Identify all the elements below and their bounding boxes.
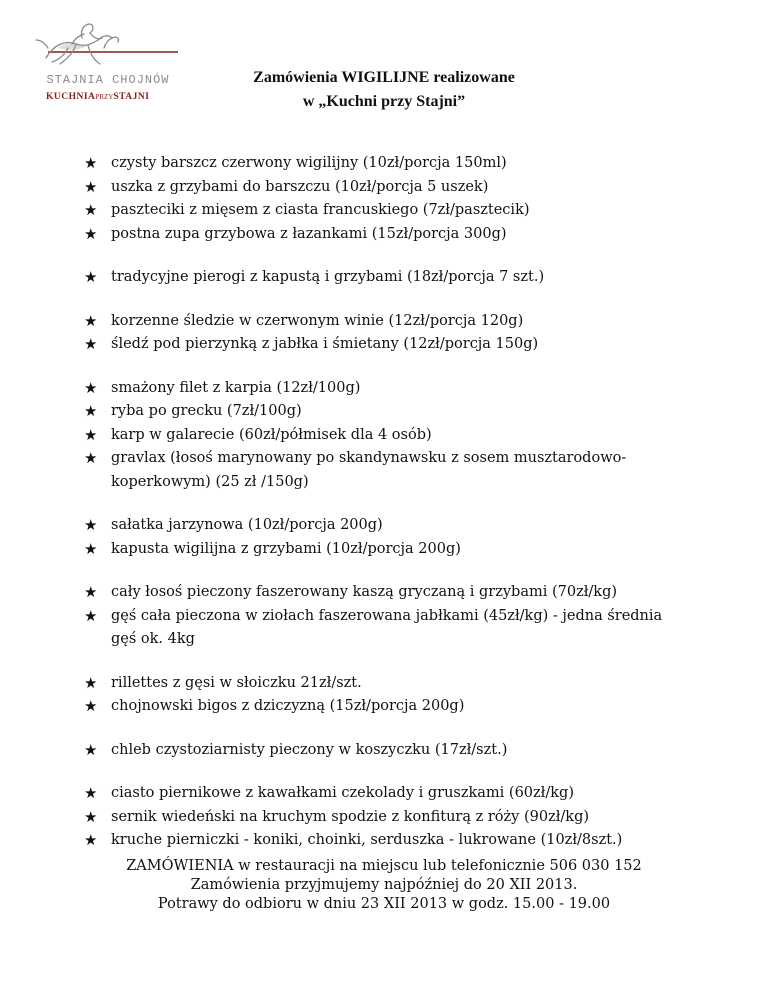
menu-item [84,514,684,538]
menu-group [84,739,684,763]
title-line-2: w „Kuchni przy Stajni” [302,93,466,110]
star-bullet-icon: ★ [84,539,98,558]
menu-item-label: ciasto piernikowe z kawałkami czekolady i gruszkami (60zł/kg) [111,785,574,801]
menu-item [84,424,684,448]
star-bullet-icon: ★ [84,583,98,601]
menu-item [84,829,684,853]
menu-item [84,739,684,763]
star-bullet-icon: ★ [84,425,98,444]
star-bullet-icon: ★ [84,831,98,849]
menu-item-label: karp w galarecie (60zł/półmisek dla 4 osób) [111,426,432,443]
menu-group [84,310,684,357]
menu-item [84,447,684,494]
logo-sub-end: STAJNI [113,92,150,102]
star-bullet-icon: ★ [84,606,98,625]
star-bullet-icon: ★ [84,335,98,353]
menu-group [84,672,684,719]
menu-item-label: chojnowski bigos z dziczyzną (15zł/porcja 200g) [111,698,465,714]
menu-item [84,310,684,334]
star-bullet-icon: ★ [84,740,98,759]
star-bullet-icon: ★ [84,784,98,802]
menu-item [84,333,684,357]
menu-item-label: rillettes z gęsi w słoiczku 21zł/szt. [111,674,362,691]
star-bullet-icon: ★ [84,311,98,330]
menu-item [84,377,684,401]
menu-item-label: gravlax (łosoś marynowany po skandynawsku z sosem musztarodowo-koperkowym) (25 zł /150g) [111,450,627,490]
menu-item-label: gęś cała pieczona w ziołach faszerowana jabłkami (45zł/kg) - jedna średnia gęś ok. 4kg [111,607,663,647]
menu-group [84,266,684,290]
menu-item-label: uszka z grzybami do barszczu (10zł/porcja 5 uszek) [111,178,489,195]
order-info-line-1: ZAMÓWIENIA w restauracji na miejscu lub telefonicznie 506 030 152 [126,858,642,874]
star-bullet-icon: ★ [84,154,98,172]
star-bullet-icon: ★ [84,378,98,397]
star-bullet-icon: ★ [84,807,98,826]
order-info-line-3: Potrawy do odbioru w dniu 23 XII 2013 w godz. 15.00 - 19.00 [157,896,611,912]
menu-item-label: chleb czystoziarnisty pieczony w koszyczku (17zł/szt.) [111,741,508,758]
menu-item [84,605,684,652]
star-bullet-icon: ★ [84,516,98,534]
menu-item [84,672,684,696]
logo-brand-text: STAJNIA CHOJNÓW [46,73,170,87]
menu-item-label: paszteciki z mięsem z ciasta francuskiego (7zł/pasztecik) [111,202,530,218]
menu-item [84,176,684,200]
star-bullet-icon: ★ [84,177,98,196]
logo-sub-small: PRZY [95,93,114,101]
order-info [84,857,684,914]
menu-item-label: cały łosoś pieczony faszerowany kaszą gryczaną i grzybami (70zł/kg) [111,584,618,600]
menu-group [84,782,684,853]
menu-item-label: sałatka jarzynowa (10zł/porcja 200g) [111,517,383,533]
star-bullet-icon: ★ [84,673,98,692]
horse-rider-icon [28,18,188,78]
menu-item [84,199,684,223]
menu-item-label: smażony filet z karpia (12zł/100g) [111,379,361,396]
logo [28,18,188,108]
star-bullet-icon: ★ [84,268,98,286]
menu-group [84,514,684,561]
menu-list [84,152,684,873]
menu-item-label: czysty barszcz czerwony wigilijny (10zł/porcja 150ml) [111,155,507,171]
logo-subtitle [46,92,186,102]
menu-item [84,806,684,830]
menu-item [84,695,684,719]
menu-group [84,581,684,652]
menu-item-label: ryba po grecku (7zł/100g) [111,403,302,419]
menu-item-label: korzenne śledzie w czerwonym winie (12zł/porcja 120g) [111,312,524,329]
star-bullet-icon: ★ [84,449,98,467]
menu-item-label: kruche pierniczki - koniki, choinki, serduszka - lukrowane (10zł/8szt.) [111,832,623,848]
order-info-line-2: Zamówienia przyjmujemy najpóźniej do 20 XII 2013. [190,877,578,893]
menu-item-label: śledź pod pierzynką z jabłka i śmietany (12zł/porcja 150g) [111,336,539,352]
menu-item [84,266,684,290]
menu-item [84,782,684,806]
menu-item [84,223,684,247]
menu-item-label: postna zupa grzybowa z łazankami (15zł/porcja 300g) [111,225,507,242]
star-bullet-icon: ★ [84,224,98,243]
logo-sub-main: KUCHNIA [46,92,96,102]
menu-item-label: sernik wiedeński na kruchym spodzie z konfiturą z róży (90zł/kg) [111,808,590,825]
menu-item-label: tradycyjne pierogi z kapustą i grzybami (18zł/porcja 7 szt.) [111,269,545,285]
star-bullet-icon: ★ [84,402,98,420]
page-title [180,66,588,114]
title-line-1: Zamówienia WIGILIJNE realizowane [253,69,515,86]
menu-group [84,152,684,246]
star-bullet-icon: ★ [84,697,98,715]
menu-item [84,400,684,424]
menu-group [84,377,684,495]
menu-item [84,538,684,562]
star-bullet-icon: ★ [84,201,98,219]
menu-item [84,581,684,605]
menu-item-label: kapusta wigilijna z grzybami (10zł/porcja 200g) [111,540,461,557]
menu-item [84,152,684,176]
